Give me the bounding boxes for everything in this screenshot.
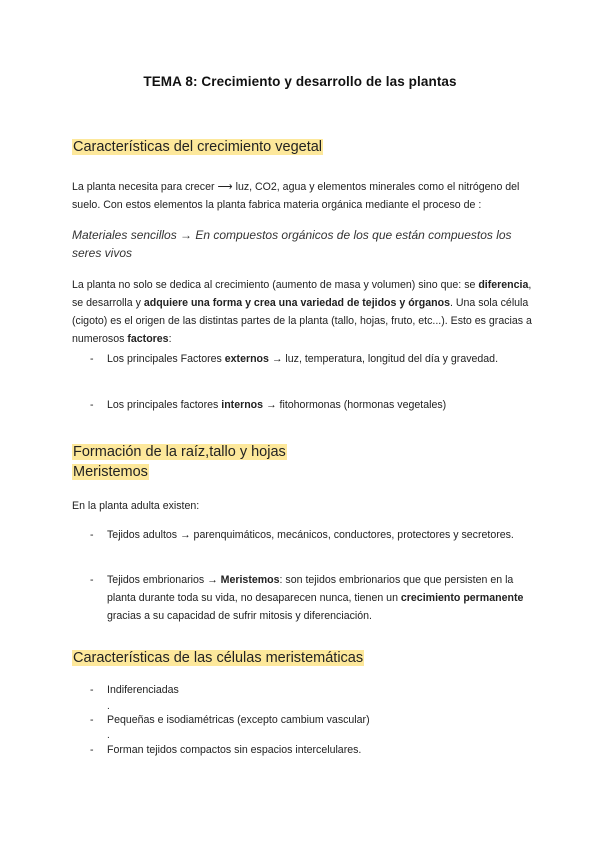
- bullet-dash: -: [90, 529, 94, 541]
- text-run: La planta no solo se dedica al crecimiento (aumento de masa y volumen) sino que: se: [72, 279, 479, 291]
- stray-dot: .: [107, 730, 110, 741]
- paragraph-differentiation: [72, 276, 534, 348]
- bullet-dash: -: [90, 399, 94, 411]
- section-heading-formation: [72, 442, 287, 462]
- list-item-adult-tissues: Tejidos adultos → parenquimáticos, mecánicos, conductores, protectores y secretores.: [107, 529, 514, 541]
- text-run: : son tejidos embrionarios que que persisten en la planta durante toda su vida, no desaparecen nunca, tienen un: [107, 574, 514, 604]
- section-heading-meristematic-cells: [72, 648, 364, 668]
- text-run: Tejidos embrionarios →: [107, 574, 221, 586]
- list-item-small-isodiametric: Pequeñas e isodiamétricas (excepto cambium vascular): [107, 714, 370, 726]
- list-item-embryonic-tissues: [107, 571, 532, 625]
- bold-term-internos: internos: [221, 399, 264, 411]
- bold-term-externos: externos: [224, 353, 269, 365]
- heading-highlight: Formación de la raíz,tallo y hojas: [73, 444, 286, 460]
- bullet-dash: -: [90, 353, 94, 365]
- bold-term-forma: adquiere una forma y crea una variedad de tejidos y órganos: [143, 297, 450, 309]
- paragraph-requirements: La planta necesita para crecer ⟶ luz, CO2, agua y elementos minerales como el nitrógeno del suelo. Con estos elementos la planta fabrica materia orgánica mediante el proceso de :: [72, 181, 520, 211]
- section-heading-growth: [72, 137, 323, 157]
- bold-term-meristemos: Meristemos: [220, 574, 280, 586]
- heading-highlight: Meristemos: [73, 464, 148, 480]
- text-run: → luz, temperatura, longitud del día y gravedad.: [268, 353, 499, 365]
- text-run: gracias a su capacidad de sufrir mitosis y diferenciación.: [107, 610, 372, 622]
- text-run: → fitohormonas (hormonas vegetales): [263, 399, 447, 411]
- bold-term-factores: factores: [127, 333, 169, 345]
- list-item-compact-tissues: Forman tejidos compactos sin espacios intercelulares.: [107, 744, 362, 756]
- text-run: Los principales Factores: [107, 353, 225, 365]
- text-run: Los principales factores: [107, 399, 222, 411]
- bullet-dash: -: [90, 684, 94, 696]
- section-heading-meristems: [72, 462, 149, 482]
- list-item-undifferentiated: Indiferenciadas: [107, 684, 179, 696]
- bold-term-crecimiento-permanente: crecimiento permanente: [400, 592, 524, 604]
- stray-dot: .: [107, 701, 110, 712]
- text-run: , se desarrolla y: [72, 279, 532, 309]
- italic-statement: Materiales sencillos → En compuestos orgánicos de los que están compuestos los seres vivos: [72, 228, 512, 260]
- list-item-external-factors: [107, 350, 532, 368]
- bullet-dash: -: [90, 574, 94, 586]
- paragraph-adult-plant: En la planta adulta existen:: [72, 500, 200, 512]
- heading-highlight: Características del crecimiento vegetal: [73, 139, 323, 155]
- bold-term-diferencia: diferencia: [478, 279, 529, 291]
- bullet-dash: -: [90, 744, 94, 756]
- list-item-internal-factors: [107, 396, 532, 414]
- text-run: . Una sola célula (cigoto) es el origen de las distintas partes de la planta (tallo, hojas, fruto, etc...). Esto es gracias a numerosos: [72, 297, 532, 345]
- text-run: :: [168, 333, 172, 345]
- bullet-dash: -: [90, 714, 94, 726]
- page-title: TEMA 8: Crecimiento y desarrollo de las plantas: [143, 74, 457, 89]
- heading-highlight: Características de las células meristemáticas: [73, 650, 364, 666]
